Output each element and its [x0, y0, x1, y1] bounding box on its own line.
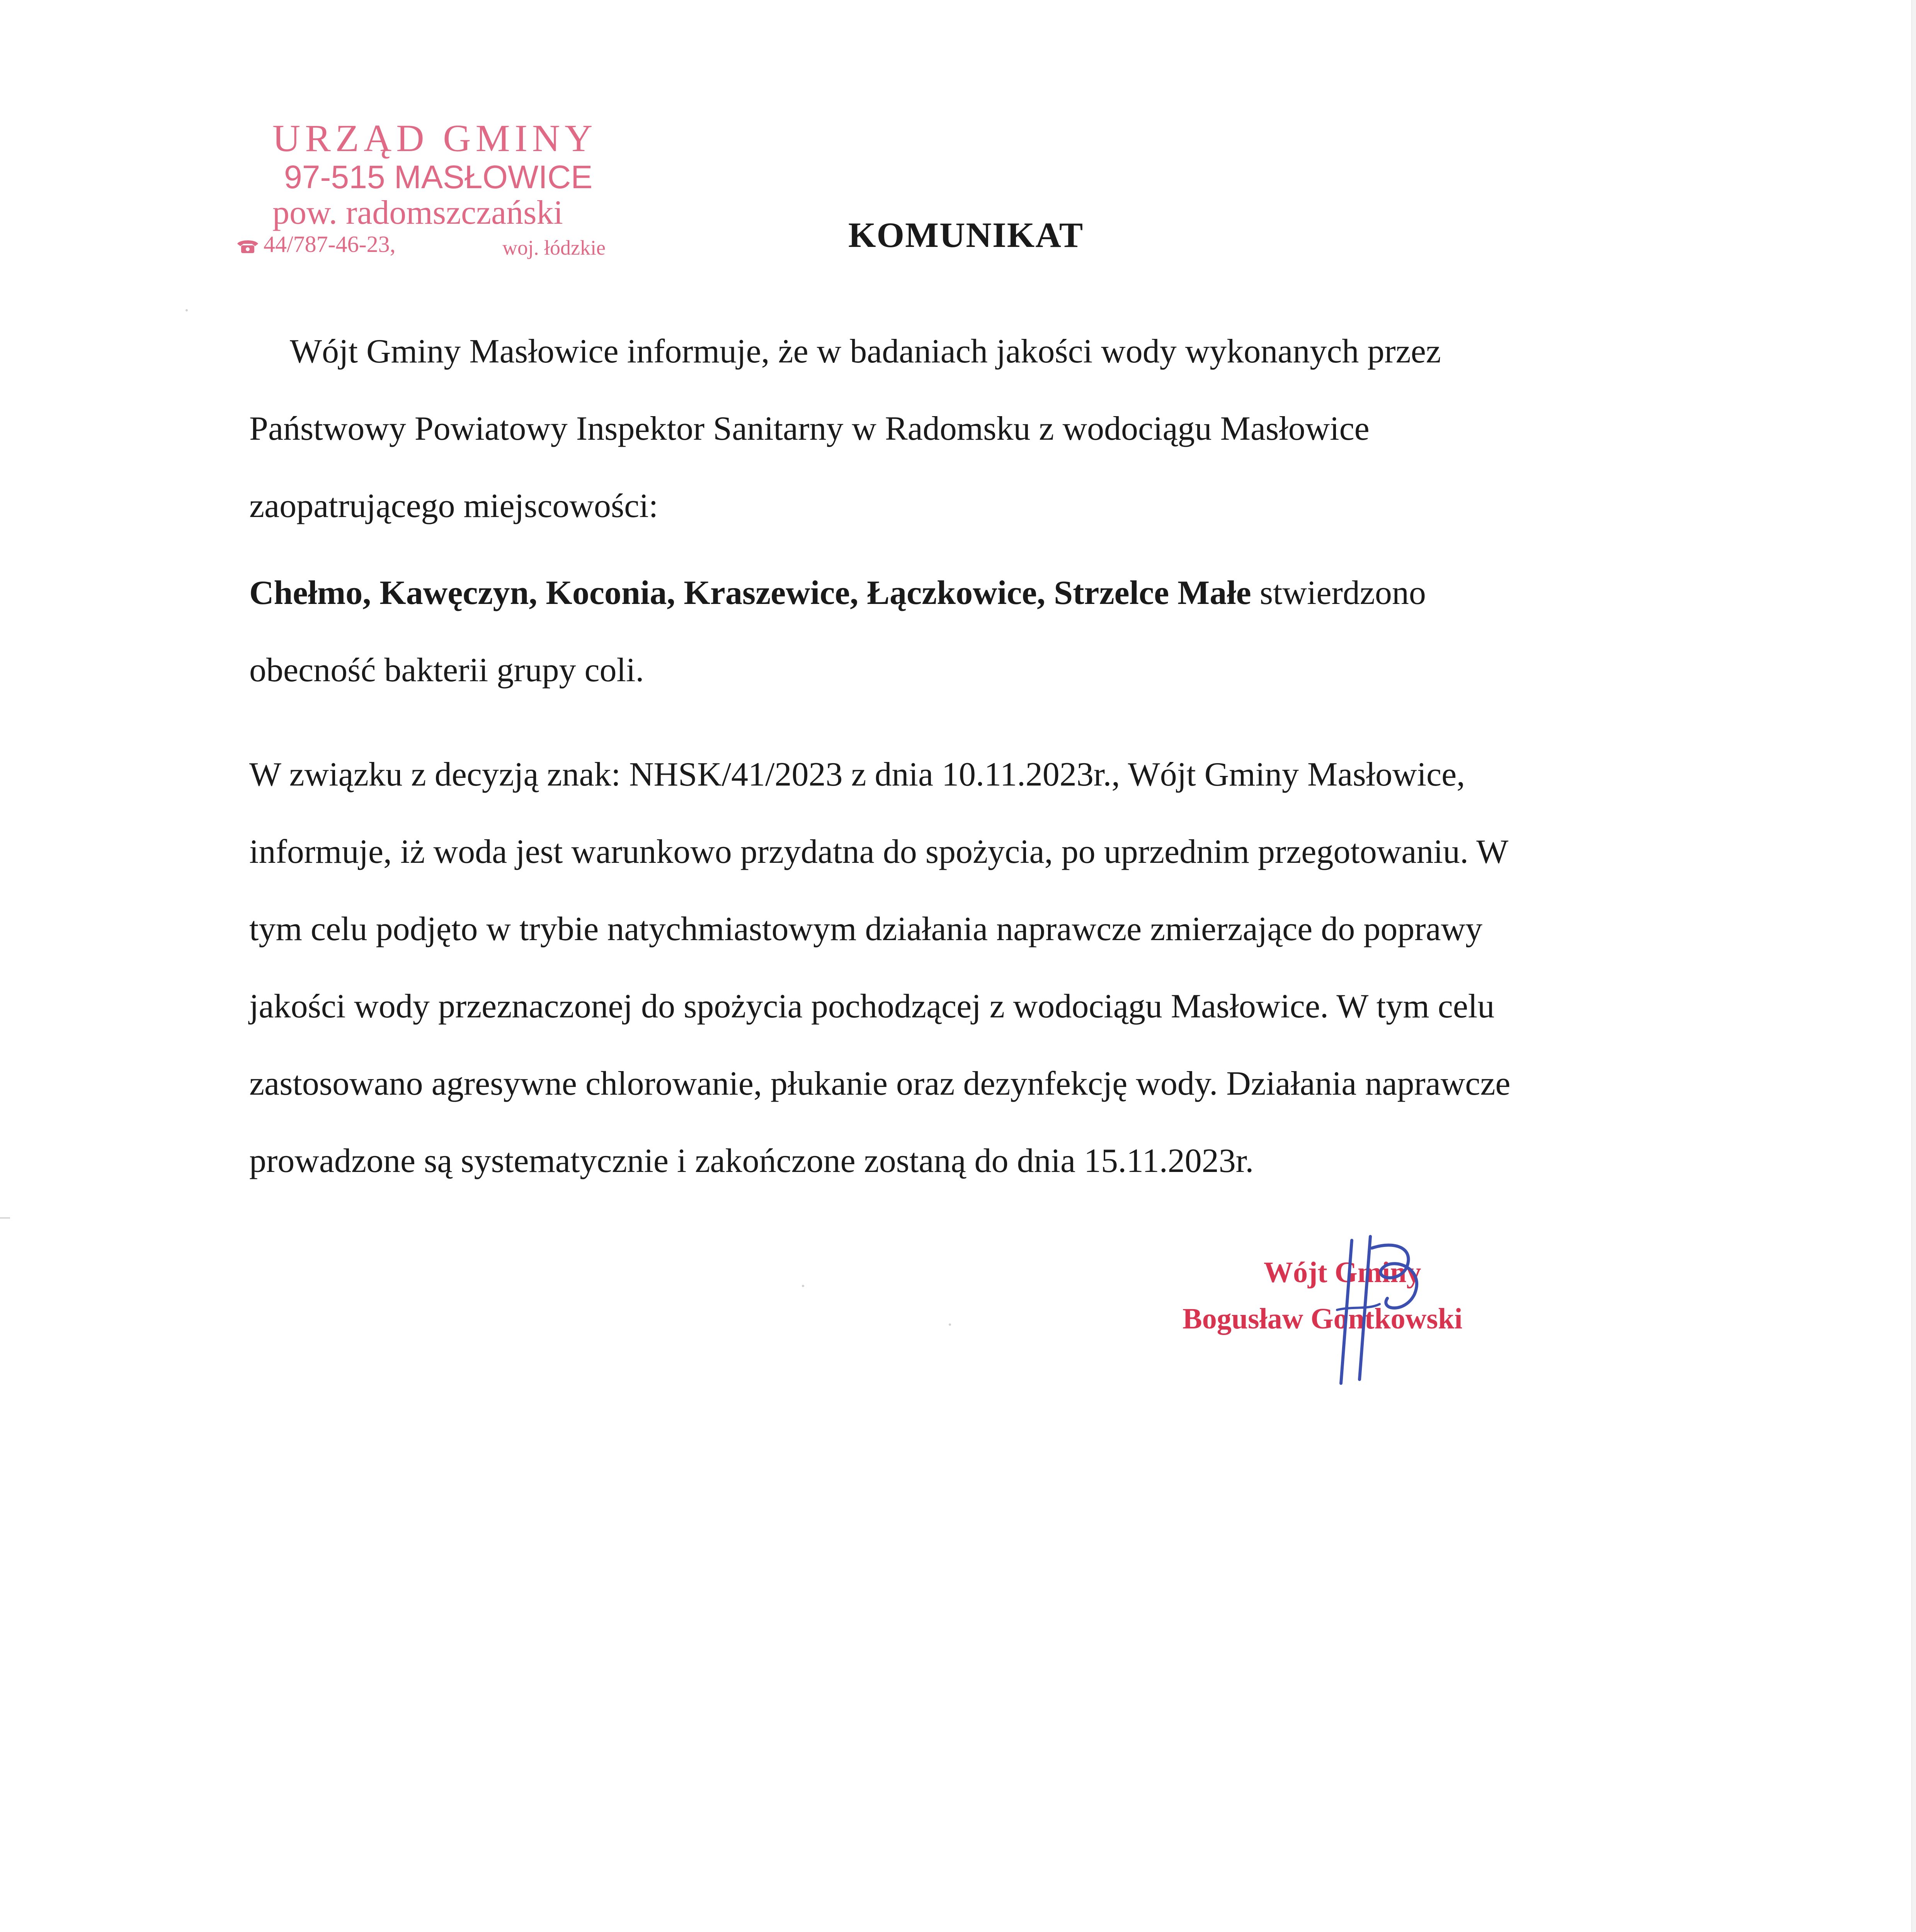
scan-speck [185, 309, 188, 311]
text-line: zastosowano agresywne chlorowanie, płukanie oraz dezynfekcję wody. Działania naprawcze [249, 1065, 1511, 1102]
page-right-edge [1911, 0, 1916, 1932]
text-line: Państwowy Powiatowy Inspektor Sanitarny w Radomsku z wodociągu Masłowice [249, 410, 1370, 447]
paragraph-localities [249, 554, 1710, 709]
stamp-phone-row [236, 231, 396, 258]
text-fragment: stwierdzono [1259, 574, 1426, 612]
stamp-voivodeship: woj. łódzkie [502, 236, 606, 259]
scan-speck [802, 1285, 804, 1287]
stamp-title: URZĄD GMINY [272, 117, 597, 160]
text-line: Wójt Gminy Masłowice informuje, że w badaniach jakości wody wykonanych przez [290, 333, 1441, 370]
stamp-county: pow. radomszczański [272, 194, 563, 231]
telephone-icon [236, 238, 260, 255]
text-line: W związku z decyzją znak: NHSK/41/2023 z dnia 10.11.2023r., Wójt Gminy Masłowice, [249, 756, 1465, 793]
paragraph-decision [249, 736, 1710, 1200]
office-stamp [236, 116, 630, 267]
text-line [249, 554, 1710, 632]
text-line: zaopatrującego miejscowości: [249, 487, 659, 525]
binding-mark [0, 1217, 10, 1219]
text-line: prowadzone są systematycznie i zakończone zostaną do dnia 15.11.2023r. [249, 1142, 1254, 1180]
text-line: informuje, iż woda jest warunkowo przydatna do spożycia, po uprzednim przegotowaniu. W [249, 833, 1509, 871]
signature-role: Wójt Gminy [1264, 1256, 1421, 1289]
paragraph-intro [249, 313, 1710, 545]
text-line: jakości wody przeznaczonej do spożycia pochodzącej z wodociągu Masłowice. W tym celu [249, 988, 1495, 1025]
signature-name: Bogusław Gontkowski [1183, 1303, 1463, 1335]
document-title: KOMUNIKAT [848, 215, 1084, 255]
text-line: obecność bakterii grupy coli. [249, 651, 644, 689]
stamp-phone: 44/787-46-23, [264, 231, 396, 257]
scan-speck [949, 1323, 951, 1326]
stamp-address: 97-515 MASŁOWICE [284, 159, 593, 195]
text-line: tym celu podjęto w trybie natychmiastowym działania naprawcze zmierzające do poprawy [249, 910, 1483, 948]
localities-list: Chełmo, Kawęczyn, Koconia, Kraszewice, Łączkowice, Strzelce Małe [249, 574, 1251, 612]
handwritten-signature [1314, 1233, 1461, 1387]
signature-block [1175, 1244, 1546, 1383]
